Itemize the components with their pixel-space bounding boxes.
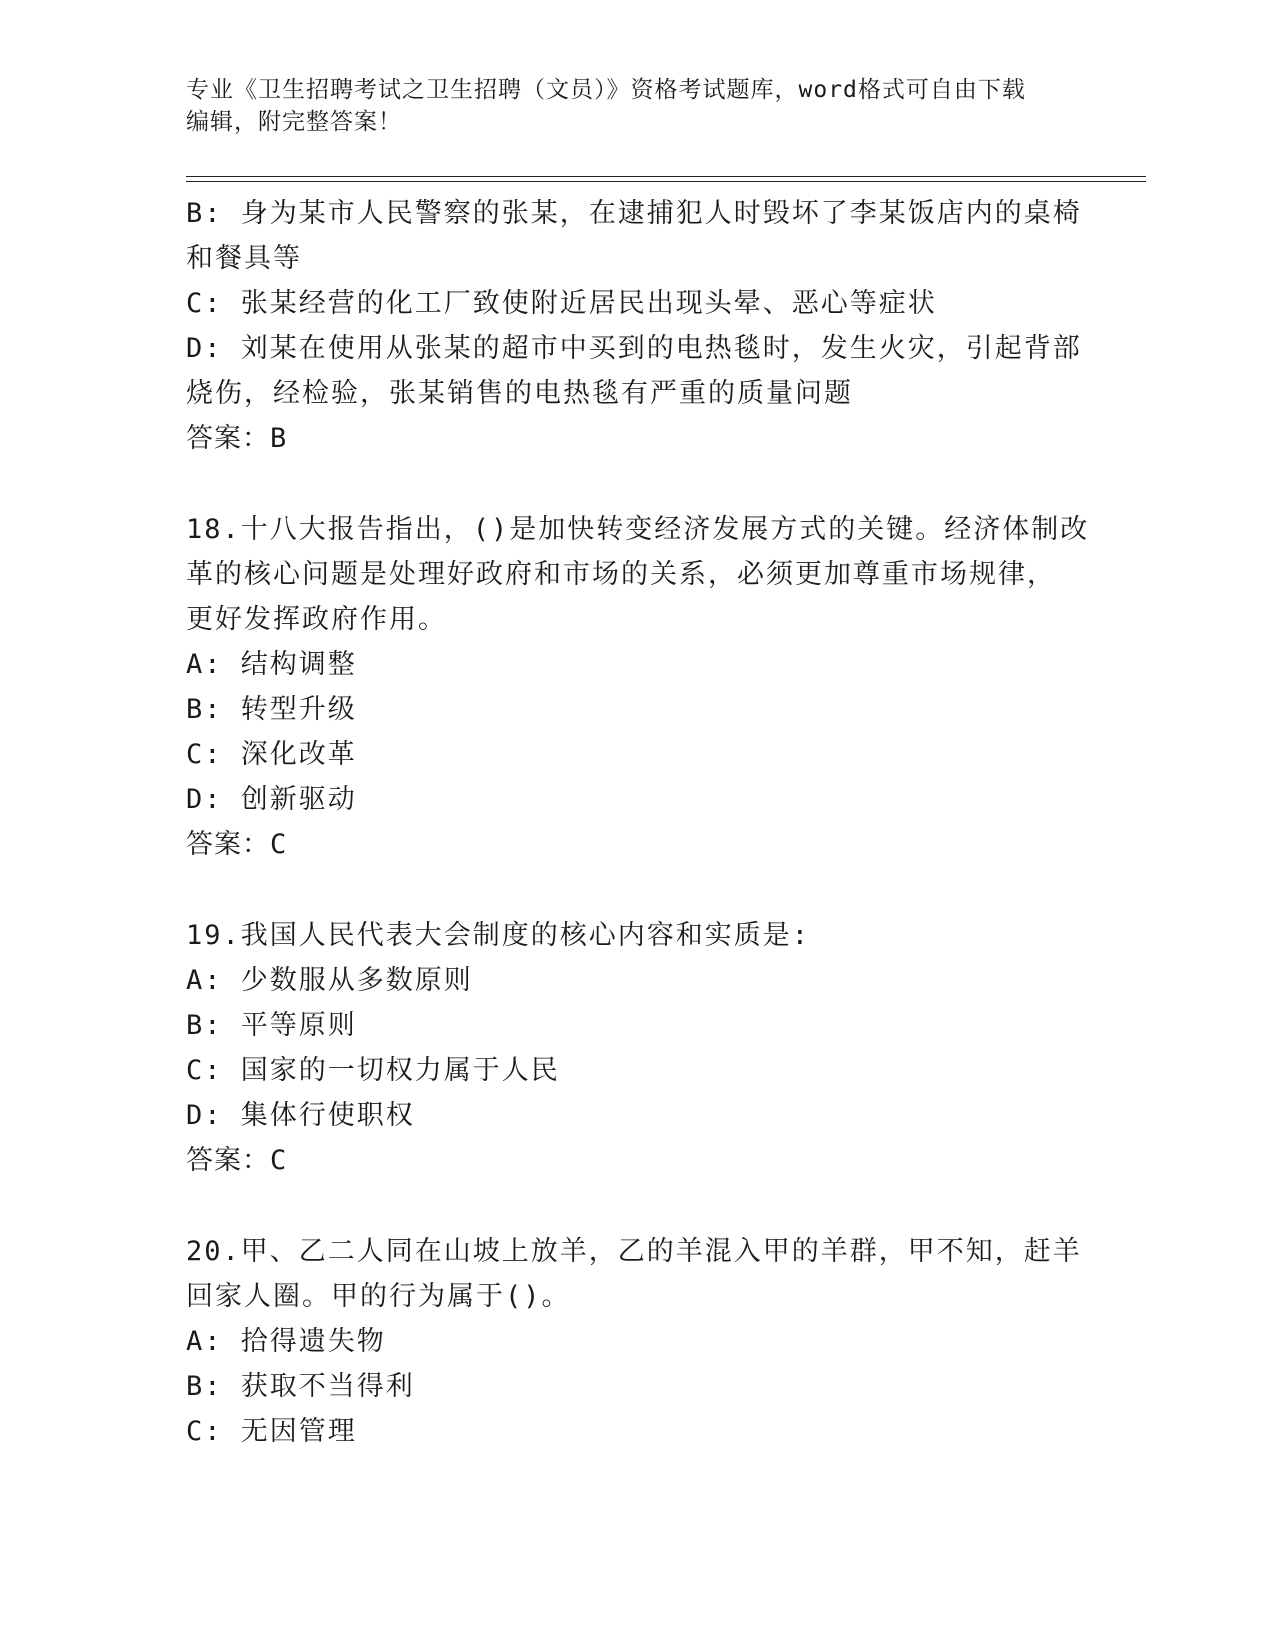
question-block xyxy=(186,191,1082,461)
question-line: 更好发挥政府作用。 xyxy=(186,604,447,635)
question-line: 19.我国人民代表大会制度的核心内容和实质是: xyxy=(186,920,811,951)
question-block xyxy=(186,913,1076,1183)
question-line: 和餐具等 xyxy=(186,243,302,274)
question-line: B: 身为某市人民警察的张某，在逮捕犯人时毁坏了李某饭店内的桌椅 xyxy=(186,198,1082,229)
option-line: B: 转型升级 xyxy=(186,694,357,725)
option-line: C: 无因管理 xyxy=(186,1416,357,1447)
answer-value: B xyxy=(270,423,288,454)
answer-line xyxy=(186,416,1076,461)
option-line: B: 获取不当得利 xyxy=(186,1371,415,1402)
answer-line xyxy=(186,822,1076,867)
header-line: 编辑，附完整答案！ xyxy=(186,109,402,135)
header-divider-top xyxy=(186,176,1146,177)
option-line: D: 创新驱动 xyxy=(186,784,357,815)
option-line: A: 拾得遗失物 xyxy=(186,1326,386,1357)
header-divider-bottom xyxy=(186,181,1146,182)
option-line: D: 集体行使职权 xyxy=(186,1100,415,1131)
option-line: A: 结构调整 xyxy=(186,649,357,680)
question-block xyxy=(186,1229,1082,1454)
answer-label: 答案： xyxy=(186,1145,270,1176)
question-line: D: 刘某在使用从张某的超市中买到的电热毯时，发生火灾，引起背部 xyxy=(186,333,1082,364)
option-line: B: 平等原则 xyxy=(186,1010,357,1041)
header-line: 专业《卫生招聘考试之卫生招聘（文员）》资格考试题库，word格式可自由下载 xyxy=(186,77,1026,103)
answer-label: 答案： xyxy=(186,423,270,454)
answer-value: C xyxy=(270,1145,288,1176)
question-line: 18.十八大报告指出，()是加快转变经济发展方式的关键。经济体制改 xyxy=(186,514,1090,545)
option-line: A: 少数服从多数原则 xyxy=(186,965,473,996)
question-line: 革的核心问题是处理好政府和市场的关系，必须更加尊重市场规律， xyxy=(186,559,1056,590)
answer-line xyxy=(186,1138,1076,1183)
question-block xyxy=(186,507,1090,867)
question-line: 20.甲、乙二人同在山坡上放羊，乙的羊混入甲的羊群，甲不知，赶羊 xyxy=(186,1236,1082,1267)
document-header xyxy=(186,74,1066,138)
answer-label: 答案： xyxy=(186,829,270,860)
option-line: C: 深化改革 xyxy=(186,739,357,770)
option-line: C: 国家的一切权力属于人民 xyxy=(186,1055,560,1086)
question-line: 回家人圈。甲的行为属于()。 xyxy=(186,1281,571,1312)
question-line: 烧伤，经检验，张某销售的电热毯有严重的质量问题 xyxy=(186,378,853,409)
question-line: C: 张某经营的化工厂致使附近居民出现头晕、恶心等症状 xyxy=(186,288,937,319)
question-content xyxy=(186,191,1090,1454)
answer-value: C xyxy=(270,829,288,860)
